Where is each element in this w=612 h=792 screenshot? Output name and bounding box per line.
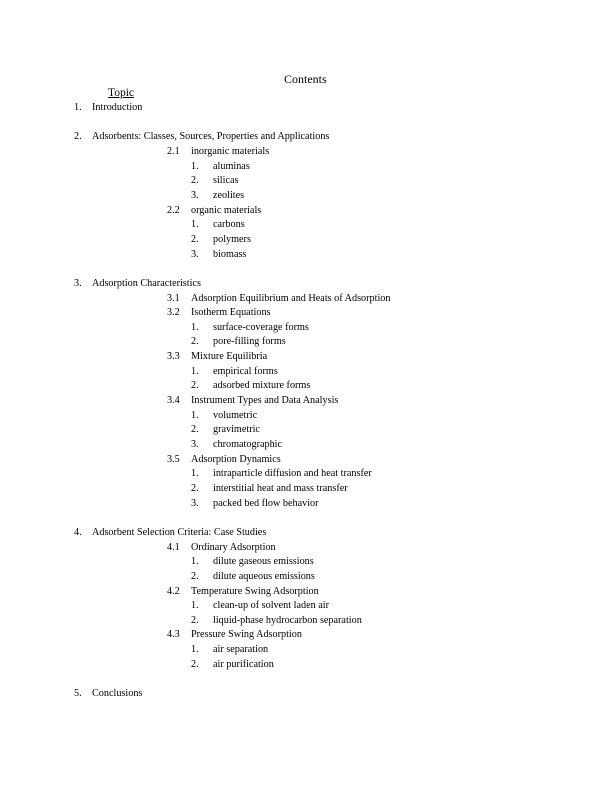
toc-subitem-text: surface-coverage forms	[213, 321, 309, 333]
toc-subitem-number: 2.	[191, 380, 199, 392]
toc-subitem-text: polymers	[213, 233, 251, 245]
toc-subitem-text: empirical forms	[213, 365, 278, 377]
toc-subsection-text: Instrument Types and Data Analysis	[191, 395, 339, 406]
toc-subsection-number: 3.2	[167, 307, 180, 319]
toc-subitem-text: dilute gaseous emissions	[213, 556, 314, 568]
toc-section-text: Adsorbents: Classes, Sources, Properties and Applications	[92, 131, 330, 143]
toc-section-text: Conclusions	[92, 688, 143, 699]
toc-subsection-text: inorganic materials	[191, 145, 270, 157]
toc-subitem-number: 1.	[191, 321, 199, 333]
toc-subitem-text: gravimetric	[213, 424, 260, 436]
toc-subitem-text: dilute aqueous emissions	[213, 570, 315, 582]
toc-section-text: Adsorption Characteristics	[92, 277, 201, 289]
toc-subsection-text: Adsorption Dynamics	[191, 453, 281, 465]
toc-subsection-number: 2.2	[167, 204, 180, 216]
toc-subitem-text: volumetric	[213, 409, 258, 421]
toc-section-number: 2.	[74, 131, 82, 143]
toc-subsection-number: 3.5	[167, 453, 180, 465]
toc-subsection-number: 3.4	[167, 395, 180, 406]
toc-subitem-number: 1.	[191, 600, 199, 612]
toc-subitem-number: 1.	[191, 556, 199, 568]
toc-subitem-number: 1.	[191, 409, 199, 421]
toc-subitem-number: 3.	[191, 497, 199, 509]
toc-subsection-number: 4.3	[167, 629, 180, 641]
toc-subitem-number: 3.	[191, 438, 199, 450]
toc-section-text: Adsorbent Selection Criteria: Case Studies	[92, 526, 267, 538]
toc-subsection-text: Adsorption Equilibrium and Heats of Adsorption	[191, 292, 391, 304]
toc-subsection-number: 4.2	[167, 585, 180, 597]
toc-subitem-text: clean-up of solvent laden air	[213, 600, 329, 612]
toc-subitem-number: 2.	[191, 336, 199, 348]
toc-subitem-number: 1.	[191, 365, 199, 377]
toc-subitem-number: 2.	[191, 424, 199, 436]
toc-subitem-text: interstitial heat and mass transfer	[213, 482, 348, 494]
contents-title: Contents	[284, 72, 327, 86]
toc-section-text: Introduction	[92, 102, 143, 113]
toc-subitem-number: 1.	[191, 644, 199, 656]
toc-subitem-text: air purification	[213, 658, 274, 670]
toc-subsection-text: Ordinary Adsorption	[191, 541, 276, 553]
toc-subsection-text: Pressure Swing Adsorption	[191, 629, 302, 641]
toc-section-number: 5.	[74, 688, 82, 699]
toc-subitem-text: pore-filling forms	[213, 336, 286, 348]
toc-subitem-number: 3.	[191, 248, 199, 260]
toc-subitem-text: liquid-phase hydrocarbon separation	[213, 614, 362, 626]
toc-subitem-number: 2.	[191, 570, 199, 582]
toc-subsection-number: 4.1	[167, 541, 180, 553]
toc-subitem-text: silicas	[213, 175, 239, 187]
toc-section-number: 1.	[74, 102, 82, 113]
toc-subsection-number: 2.1	[167, 145, 180, 157]
toc-subitem-number: 1.	[191, 160, 199, 172]
toc-subitem-text: intraparticle diffusion and heat transfer	[213, 468, 372, 480]
toc-subitem-number: 2.	[191, 658, 199, 670]
toc-subsection-text: Temperature Swing Adsorption	[191, 585, 319, 597]
toc-subsection-number: 3.3	[167, 351, 180, 363]
toc-subitem-text: carbons	[213, 219, 245, 231]
toc-subsection-number: 3.1	[167, 292, 180, 304]
topic-heading: Topic	[108, 87, 135, 99]
toc-subitem-text: biomass	[213, 248, 247, 260]
toc-subitem-text: air separation	[213, 644, 269, 656]
toc-subitem-number: 2.	[191, 614, 199, 626]
toc-subitem-text: chromatographic	[213, 438, 283, 450]
toc-subitem-text: packed bed flow behavior	[213, 497, 319, 509]
toc-subitem-text: zeolites	[213, 189, 245, 201]
toc-subsection-text: organic materials	[191, 204, 262, 216]
toc-subitem-number: 2.	[191, 233, 199, 245]
toc-section-number: 4.	[74, 526, 82, 538]
toc-subsection-text: Isotherm Equations	[191, 307, 271, 319]
toc-section-number: 3.	[74, 277, 82, 289]
toc-subitem-number: 1.	[191, 219, 199, 231]
toc-subitem-text: adsorbed mixture forms	[213, 380, 311, 392]
toc-subitem-number: 1.	[191, 468, 199, 480]
toc-subitem-number: 2.	[191, 175, 199, 187]
toc-subitem-number: 3.	[191, 189, 199, 201]
toc-subitem-text: aluminas	[213, 160, 250, 172]
toc-subsection-text: Mixture Equilibria	[191, 351, 268, 363]
toc-subitem-number: 2.	[191, 482, 199, 494]
